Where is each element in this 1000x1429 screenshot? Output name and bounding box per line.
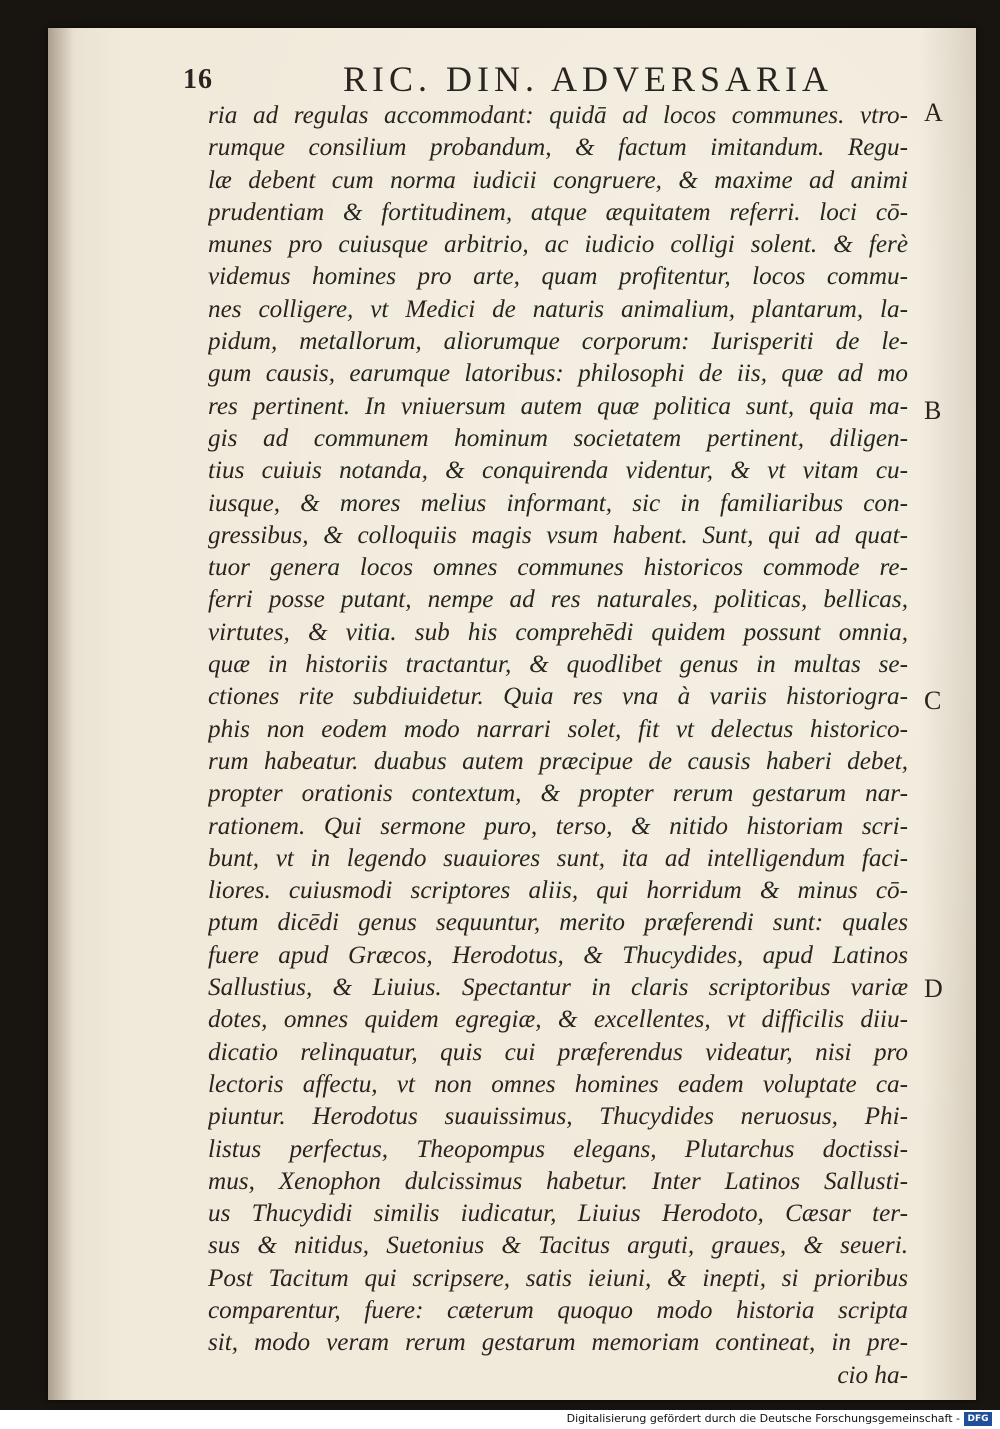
body-text (208, 100, 908, 1392)
text-line: munes pro cuiusque arbitrio, ac iudicio colligi solent. & ferè (208, 231, 908, 259)
text-line: res pertinent. In vniuersum autem quæ politica sunt, quia ma- (208, 392, 908, 420)
text-line: listus perfectus, Theopompus elegans, Plutarchus doctissi- (208, 1135, 908, 1163)
text-line: Post Tacitum qui scripsere, satis ieiuni, & inepti, si prioribus (208, 1264, 908, 1292)
text-line: rumque consilium probandum, & factum imitandum. Regu- (208, 134, 908, 162)
text-line: comparentur, fuere: cæterum quoquo modo historia scripta (208, 1296, 908, 1324)
margin-letter-a: A (924, 98, 943, 127)
book-page (48, 28, 976, 1400)
text-line: piuntur. Herodotus suauissimus, Thucydides neruosus, Phi- (208, 1103, 908, 1131)
text-line: gressibus, & colloquiis magis vsum habent. Sunt, qui ad quat- (208, 521, 908, 549)
text-line: tuor genera locos omnes communes historicos commode re- (208, 554, 908, 582)
text-line: nes colligere, vt Medici de naturis animalium, plantarum, la- (208, 295, 908, 323)
running-title: RIC. DIN. ADVERSARIA (343, 59, 834, 99)
text-line: fuere apud Græcos, Herodotus, & Thucydides, apud Latinos (208, 941, 908, 969)
footer-credit: Digitalisierung gefördert durch die Deutsche Forschungsgemeinschaft - (566, 1412, 960, 1425)
text-line: propter orationis contextum, & propter rerum gestarum nar- (208, 780, 908, 808)
text-line: ptum dicēdi genus sequuntur, merito præferendi sunt: quales (208, 909, 908, 937)
text-line: rationem. Qui sermone puro, terso, & nitido historiam scri- (208, 812, 908, 840)
text-line: tius cuiuis notanda, & conquirenda videntur, & vt vitam cu- (208, 457, 908, 485)
text-line: pidum, metallorum, aliorumque corporum: Iurisperiti de le- (208, 328, 908, 356)
text-line: læ debent cum norma iudicii congruere, & maxime ad animi (208, 166, 908, 194)
margin-letter-c: C (924, 686, 942, 715)
margin-letter-b: B (924, 396, 942, 425)
dfg-logo: DFG (964, 1412, 992, 1426)
text-line: us Thucydidi similis iudicatur, Liuius Herodoto, Cæsar ter- (208, 1200, 908, 1228)
text-line: ferri posse putant, nempe ad res naturales, politicas, bellicas, (208, 586, 908, 614)
text-line: Sallustius, & Liuius. Spectantur in claris scriptoribus variæ (208, 974, 908, 1002)
text-line: gum causis, earumque latoribus: philosophi de iis, quæ ad mo (208, 360, 908, 388)
text-line: quæ in historiis tractantur, & quodlibet genus in multas se- (208, 651, 908, 679)
text-line: bunt, vt in legendo suauiores sunt, ita ad intelligendum faci- (208, 844, 908, 872)
text-line: dotes, omnes quidem egregiæ, & excellentes, vt difficilis diiu- (208, 1006, 908, 1034)
text-line: prudentiam & fortitudinem, atque æquitatem referri. loci cō- (208, 198, 908, 226)
text-line: phis non eodem modo narrari solet, fit vt delectus historico- (208, 715, 908, 743)
text-line: dicatio relinquatur, quis cui præferendus videatur, nisi pro (208, 1038, 908, 1066)
text-line: ria ad regulas accommodant: quidā ad locos communes. vtro- (208, 102, 908, 129)
text-line: mus, Xenophon dulcissimus habetur. Inter Latinos Sallusti- (208, 1167, 908, 1195)
page-number: 16 (183, 64, 213, 95)
text-line: cio ha- (837, 1361, 908, 1389)
text-line: virtutes, & vitia. sub his comprehēdi quidem possunt omnia, (208, 618, 908, 646)
text-line: rum habeatur. duabus autem præcipue de causis haberi debet, (208, 747, 908, 775)
text-line: liores. cuiusmodi scriptores aliis, qui horridum & minus cō- (208, 877, 908, 905)
text-line: gis ad communem hominum societatem pertinent, diligen- (208, 424, 908, 452)
digitization-footer (0, 1410, 1000, 1429)
text-line: iusque, & mores melius informant, sic in familiaribus con- (208, 489, 908, 517)
spine-shadow (48, 28, 74, 1400)
text-line: sus & nitidus, Suetonius & Tacitus arguti, graues, & seueri. (208, 1232, 908, 1260)
text-line: ctiones rite subdiuidetur. Quia res vna à variis historiogra- (208, 683, 908, 711)
margin-letter-d: D (924, 974, 943, 1003)
text-line: lectoris affectu, vt non omnes homines eadem voluptate ca- (208, 1070, 908, 1098)
text-line: sit, modo veram rerum gestarum memoriam contineat, in pre- (208, 1329, 908, 1357)
text-line: videmus homines pro arte, quam profitentur, locos commu- (208, 263, 908, 291)
